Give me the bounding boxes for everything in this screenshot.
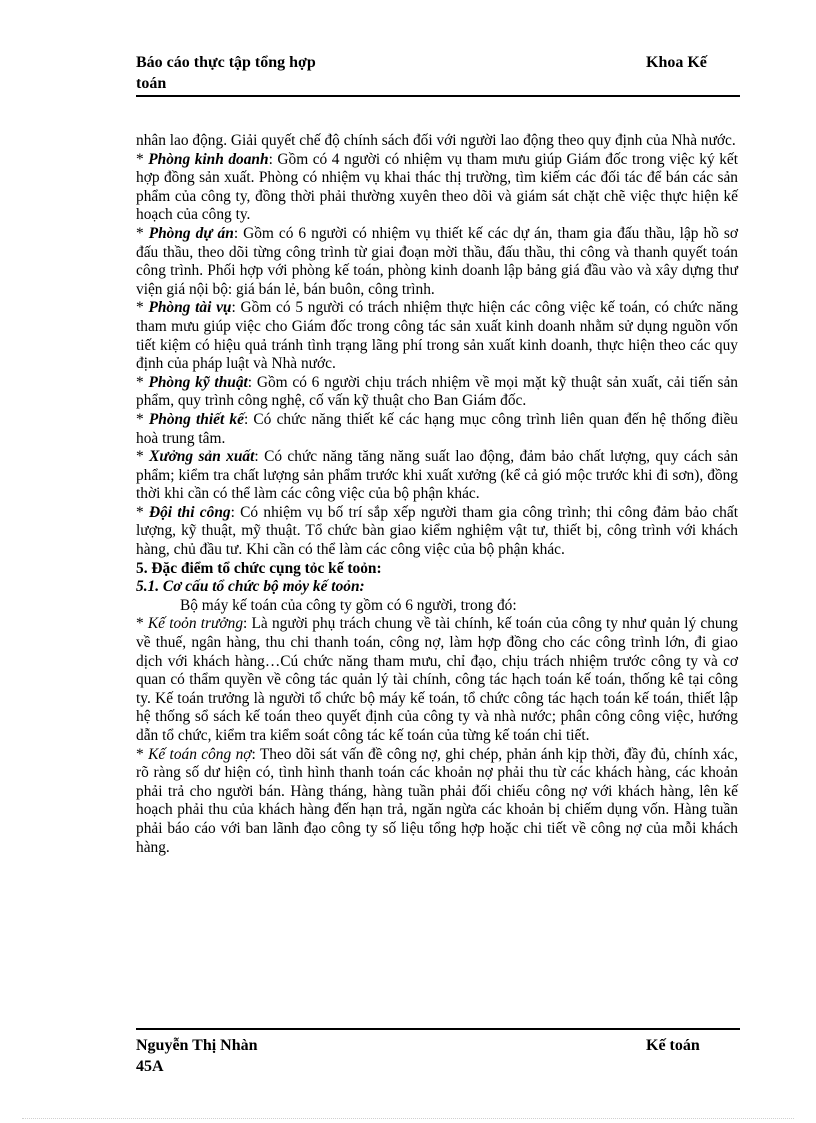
paragraph-term: Phòng dự án — [148, 224, 234, 242]
paragraph-term: Xưởng sản xuất — [149, 448, 255, 466]
footer-class: 45A — [136, 1058, 164, 1075]
bullet-marker: * — [136, 224, 149, 242]
paragraph-ke-toan-truong — [136, 615, 738, 745]
footer-author: Nguyễn Thị Nhàn — [136, 1037, 258, 1054]
paragraph-doi-thi-cong — [136, 504, 738, 560]
paragraph-phong-kinh-doanh — [136, 151, 738, 225]
paragraph-term: Kế toán công nợ — [148, 745, 252, 763]
paragraph-text: : Gồm có 5 người có trách nhiệm thực hiện các công việc kế toán, có chức năng tham mưu giúp việc cho Giám đốc trong công tác sản xuất kinh doanh nhằm sử dụng nguồn vốn tiết kiệm có hiệu quả tránh tình trạng lãng phí trong sản xuất kinh doanh, thực hiện theo các quy định của pháp luật và Nhà nước. — [136, 299, 739, 373]
paragraph-term: Phòng kinh doanh — [148, 150, 269, 168]
paragraph-term: Phòng kỹ thuật — [148, 373, 248, 391]
bullet-marker: * — [136, 373, 149, 391]
bullet-marker: * — [136, 615, 148, 633]
intro-line: Bộ máy kế toán của công ty gồm có 6 người, trong đó: — [180, 596, 517, 614]
paragraph-phong-tai-vu — [136, 299, 738, 373]
paragraph-text: : Theo dõi sát vấn đề công nợ, ghi chép, phản ánh kịp thời, đầy đủ, chính xác, rõ ràng số dư hiện có, tình hình thanh toán các khoản nợ phải thu từ các khách hàng, các khoản phải trả cho người bán. Hàng tháng, hàng tuần phải đối chiếu công nợ với khách hàng, lên kế hoạch phải thu của khách hàng đến hạn trả, ngăn ngừa các khoản bị chiếm dụng vốn. Hàng tuần phải báo cáo với ban lãnh đạo công ty số liệu tổng hợp hoặc chi tiết về công nợ của mỗi khách hàng. — [136, 745, 739, 856]
paragraph-text: : Là người phụ trách chung về tài chính, kế toán của công ty như quản lý chung về thuế, ngân hàng, thu chi thanh toán, công nợ, làm hợp đồng cho các công trình lớn, đi giao dịch với khách hàng…Cú chức năng tham mưu, chỉ đạo, chịu trách nhiệm trước công ty và cơ quan có thẩm quyền về công tác quản lý tài chính, công tác hạch toán kế toán, thống kê tại công ty. Kế toán trưởng là người tổ chức bộ máy kế toán, tổ chức công tác hạch toán kế toán, thiết lập hệ thống sổ sách kế toán theo quyết định của công ty và nhà nước; phân công công việc, hướng dẫn tổ chức, kiểm tra kiểm soát công tác kế toán của từng kế toán chi tiết. — [136, 615, 738, 744]
header-title-continuation: toán — [136, 75, 167, 92]
bullet-marker: * — [136, 410, 149, 428]
paragraph-text: : Gồm có 6 người có nhiệm vụ thiết kế các dự án, tham gia đấu thầu, lập hồ sơ đấu thầu, theo dõi từng công trình từ giai đoạn mời thầu, đấu thầu, thi công và thanh quyết toán công trình. Phối hợp với phòng kế toán, phòng kinh doanh lập bảng giá đầu vào và xây dựng thư viện giá nội bộ: giá bán lẻ, bán buôn, công trình. — [136, 224, 739, 298]
paragraph-ke-toan-cong-no — [136, 746, 738, 858]
footer-department: Kế toán — [646, 1037, 700, 1054]
subsection-heading: 5.1. Cơ cấu tổ chức bộ mỏy kế toỏn: — [136, 578, 365, 596]
paragraph-text: : Có chức năng tăng năng suất lao động, đảm bảo chất lượng, quy cách sản phẩm; kiểm tra chất lượng sản phẩm trước khi xuất xưởng (kể cả gió mộc trước khi đi sơn), đồng thời khi cần có thể làm các công việc của bộ phận khác. — [136, 448, 739, 503]
header-department: Khoa Kế — [646, 54, 707, 71]
paragraph-text: : Gồm có 6 người chịu trách nhiệm về mọi mặt kỹ thuật sản xuất, cải tiến sản phẩm, quy trình công nghệ, cố vấn kỹ thuật cho Ban Giám đốc. — [136, 373, 739, 410]
header-rule — [136, 95, 740, 97]
bullet-marker: * — [136, 448, 150, 466]
bullet-marker: * — [136, 503, 149, 521]
header-title: Báo cáo thực tập tổng hợp — [136, 54, 316, 71]
paragraph-text: : Có nhiệm vụ bố trí sắp xếp người tham gia công trình; thi công đảm bảo chất lượng, kỹ thuật, mỹ thuật. Tổ chức bàn giao kiểm nghiệm vật tư, thiết bị, công trình với khách hàng, chủ đầu tư. Khi cần có thể làm các công việc của bộ phận khác. — [136, 503, 738, 559]
paragraph-text: : Có chức năng thiết kế các hạng mục công trình liên quan đến hệ thống điều hoà trung tâm. — [136, 410, 738, 447]
document-body — [136, 132, 738, 857]
paragraph-term: Phòng thiết kế — [148, 410, 244, 428]
page-edge-divider — [22, 1118, 794, 1119]
paragraph-text: nhân lao động. Giải quyết chế độ chính sách đối với người lao động theo quy định của Nhà nước. — [136, 132, 736, 149]
paragraph-term: Kế toỏn trưởng — [147, 615, 244, 633]
bullet-marker: * — [136, 299, 149, 317]
bullet-marker: * — [136, 745, 149, 763]
section-heading: 5. Đặc điểm tổ chức cụng tỏc kế toỏn: — [136, 559, 382, 577]
paragraph-term: Đội thi công — [149, 503, 231, 521]
paragraph-text: : Gồm có 4 người có nhiệm vụ tham mưu giúp Giám đốc trong việc ký kết hợp đồng sản xuất. Phòng có nhiệm vụ khai thác thị trường, tìm kiếm các đối tác để bán các sản phẩm của công ty, đồng thời phải thường xuyên theo dõi và giám sát chặt chẽ việc thực hiện kế hoạch của công ty. — [136, 150, 739, 224]
paragraph-xuong-san-xuat — [136, 448, 738, 504]
footer-rule — [136, 1028, 740, 1030]
bullet-marker: * — [136, 150, 149, 168]
paragraph-phong-ky-thuat — [136, 374, 738, 411]
paragraph-phong-du-an — [136, 225, 738, 299]
paragraph-continuation — [136, 132, 738, 151]
paragraph-term: Phòng tài vụ — [148, 299, 232, 317]
paragraph-phong-thiet-ke — [136, 411, 738, 448]
